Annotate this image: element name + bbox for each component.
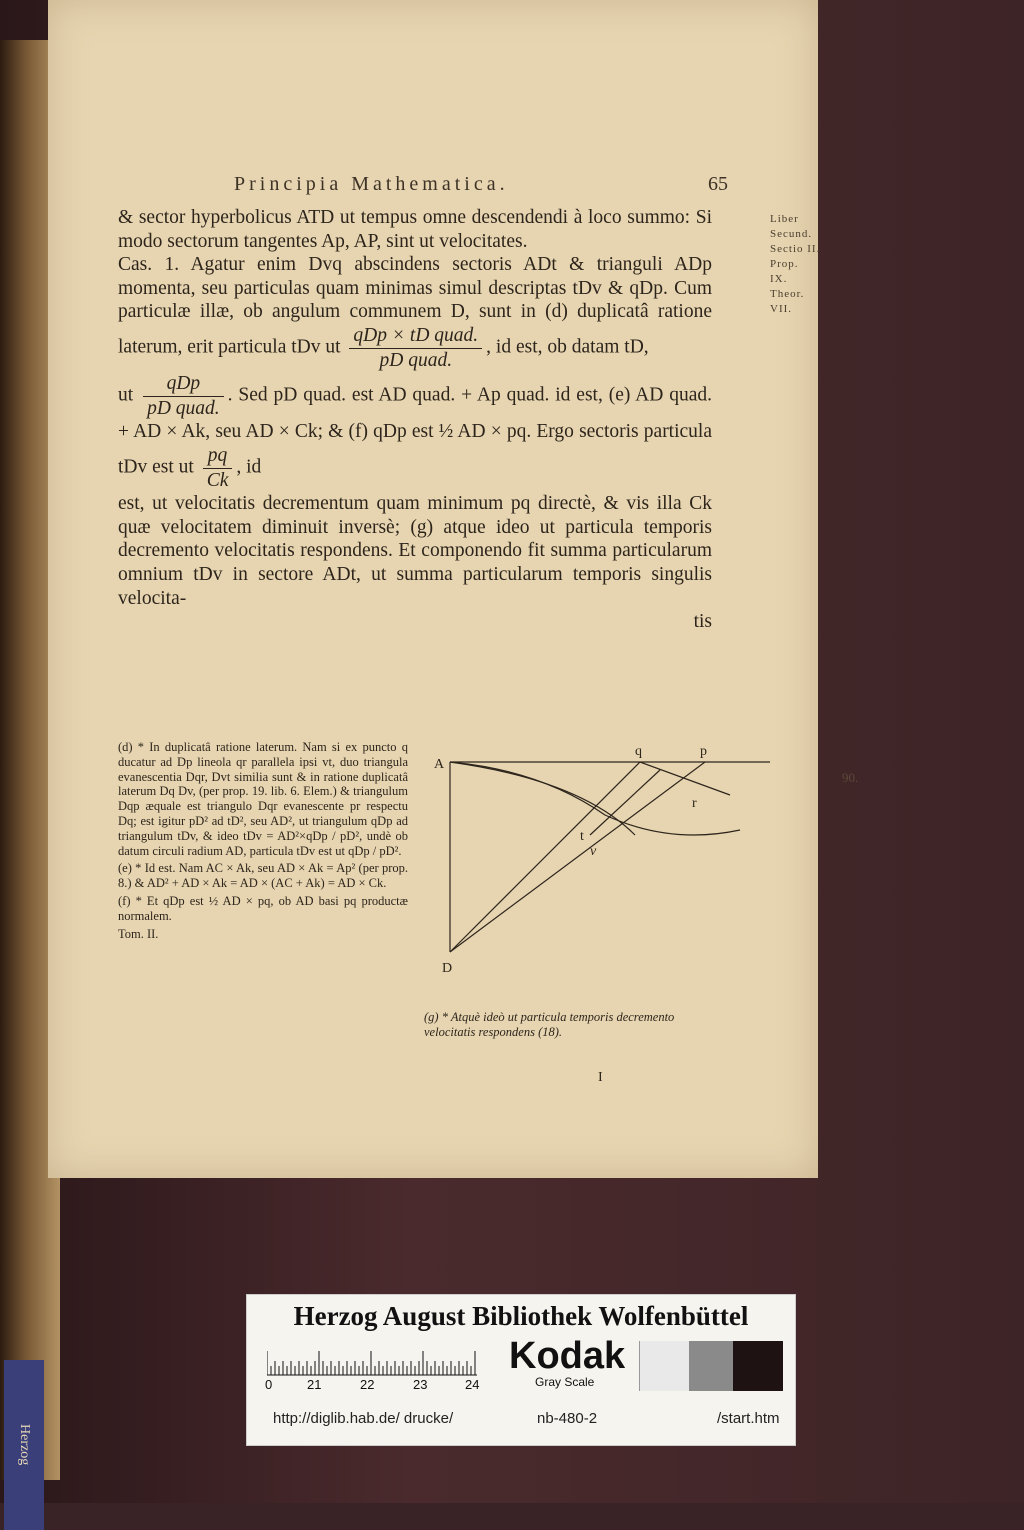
text-run: Cas. 1. Agatur enim Dvq abscindens sectoris ADt & trianguli ADp momenta, seu particulas quam minimas simul descriptas tDv & qDp. Cum particulæ illæ, ob angulum communem D, sunt in (d) duplicatâ ratione laterum, erit particula tDv ut	[118, 254, 712, 358]
label-q: q	[635, 744, 642, 759]
figure-line	[640, 762, 730, 795]
ruler	[267, 1347, 477, 1377]
text-run: , id	[236, 456, 262, 478]
ruler-number: 23	[413, 1377, 428, 1392]
label-v: v	[590, 844, 597, 859]
spine-label: Herzog	[4, 1360, 44, 1530]
paragraph	[118, 372, 712, 492]
kodak-logo: Kodak	[509, 1335, 626, 1377]
marginal-line: Secund.	[770, 228, 813, 240]
label-p: p	[700, 744, 707, 759]
label-A: A	[434, 757, 445, 772]
label-D: D	[442, 961, 453, 976]
ruler-number: 24	[465, 1377, 480, 1392]
gray-swatch	[639, 1341, 690, 1391]
figure-number: 90.	[842, 770, 859, 785]
denominator: Ck	[206, 469, 229, 491]
numerator: pq	[203, 444, 233, 469]
marginal-line: IX.	[770, 273, 788, 285]
label-r: r	[692, 796, 697, 811]
running-title: Principia Mathematica.	[234, 173, 509, 195]
text-run: ut	[118, 384, 134, 406]
footnote-d: (d) * In duplicatâ ratione laterum. Nam si ex puncto q ducatur ad Dp lineola qr parallela ipsi vt, duo triangula evanescentia Dqr, Dvt similia sunt & in ratione duplicatâ laterum Dq Dv, (per prop. 19. lib. 6. Elem.) & triangulum Dqp æquale est triangulo Dqr evanescente pr respectu Dq; est igitur pD² ad tD², seu AD², ut triangulum qDp ad triangulum tDv, & ideo tDv = AD²×qDp / pD², undè ob datum circuli radium AD, particula tDv est ut qDp / pD².	[118, 740, 408, 858]
figure-arc	[450, 762, 635, 835]
shelfmark: nb-480-2	[537, 1410, 598, 1427]
marginal-note	[770, 212, 822, 317]
gray-scale-label: Gray Scale	[535, 1375, 595, 1389]
denominator: pD quad.	[147, 397, 220, 419]
footnote-g: (g) * Atquè ideò ut particula temporis decremento velocitatis respondens (18).	[424, 1010, 675, 1039]
ruler-number: 22	[360, 1377, 375, 1392]
volume-mark: Tom. II.	[118, 926, 159, 941]
marginal-line: VII.	[770, 303, 793, 315]
label-t: t	[580, 829, 584, 844]
ruler-number: 0	[265, 1377, 273, 1392]
library-title: Herzog August Bibliothek Wolfenbüttel	[293, 1301, 749, 1331]
color-calibration-strip	[246, 1294, 796, 1446]
footnotes-left	[118, 740, 408, 944]
ruler-number: 21	[307, 1377, 322, 1392]
gray-swatch	[689, 1341, 733, 1391]
fraction	[349, 324, 482, 372]
numerator: qDp	[143, 372, 224, 397]
paragraph: est, ut velocitatis decrementum quam minimum pq directè, & vis illa Ck quæ velocitatem diminuit inversè; (g) atque ideo ut particula temporis decremento velocitatis respondens. Et componendo fit summa particularum omnium tDv in sectore ADt, ut summa particularum temporis singulis velocita-	[118, 493, 712, 609]
catchword: tis	[693, 611, 712, 633]
fraction	[203, 444, 233, 492]
numerator: qDp × tD quad.	[349, 324, 482, 349]
paragraph	[118, 253, 712, 372]
signature-mark: I	[598, 1070, 603, 1085]
text-run: , id est, ob datam tD,	[486, 336, 649, 358]
text-run: . Sed pD quad. est AD quad. + Ap quad. id est, (e) AD quad. + AD × Ak, seu AD × Ck; & (f) qDp est ½ AD × pq. Ergo sectoris particula tDv est ut	[118, 384, 712, 478]
figure-line	[450, 762, 640, 952]
marginal-line: Sectio II.	[770, 243, 821, 255]
marginal-line: Prop.	[770, 258, 799, 270]
gray-swatch	[733, 1341, 783, 1391]
footnote-e: (e) * Id est. Nam AC × Ak, seu AD × Ak = Ap² (per prop. 8.) & AD² + AD × Ak = AD × (AC + Ak) = AD × Ck.	[118, 861, 408, 891]
geometric-figure	[430, 740, 780, 980]
page-number: 65	[708, 173, 728, 195]
marginal-line: Liber	[770, 213, 799, 225]
main-text	[118, 206, 712, 634]
url-text: /start.htm	[717, 1410, 780, 1427]
fraction	[143, 372, 224, 420]
url-text: http://diglib.hab.de/ drucke/	[273, 1410, 454, 1427]
figure-line	[450, 762, 705, 952]
paragraph: & sector hyperbolicus ATD ut tempus omne descendendi à loco summo: Si modo sectorum tangentes Ap, AP, sint ut velocitates.	[118, 207, 712, 252]
marginal-line: Theor.	[770, 288, 805, 300]
footnote-f: (f) * Et qDp est ½ AD × pq, ob AD basi pq productæ normalem.	[118, 893, 408, 923]
denominator: pD quad.	[379, 349, 453, 371]
